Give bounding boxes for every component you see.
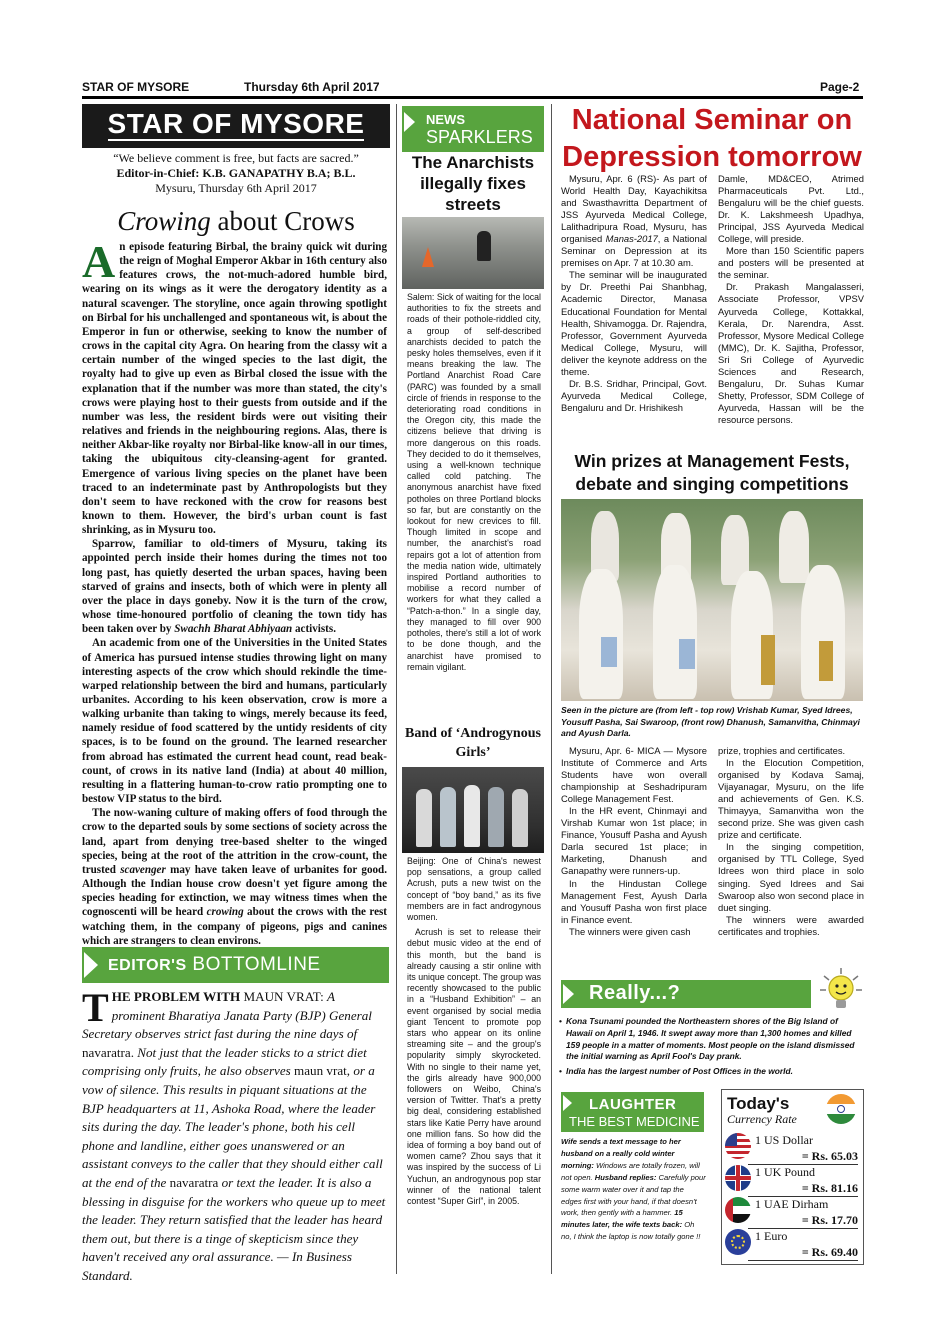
band-member: [416, 789, 432, 847]
joke-later-label: 15 minutes later, the wife texts back:: [561, 1208, 683, 1230]
header-rule: [82, 96, 863, 99]
worker-figure: [477, 231, 491, 261]
bottomline-lead2: MAUN VRAT:: [240, 989, 328, 1004]
prizes-col-2: [718, 745, 864, 938]
india-flag-icon: [826, 1094, 856, 1124]
prizes-p1: Mysuru, Apr. 6- MICA — Mysore Institute of Commerce and Arts Students have won overall championship at Seshadripuram College Management Fest.: [561, 745, 707, 805]
band-member: [464, 785, 480, 847]
really-banner: [561, 980, 811, 1008]
currency-rate-subtitle: Currency Rate: [727, 1112, 797, 1126]
seminar-p3: Dr. B.S. Sridhar, Principal, Govt. Ayurveda Medical College, Bengaluru and Dr. Hrishikesh: [561, 377, 707, 413]
joke-reply-label: Husband replies:: [594, 1172, 657, 1182]
lightbulb-icon: [818, 966, 864, 1012]
bottomline-em2: maun vrat,: [294, 1063, 351, 1079]
band-member: [512, 789, 528, 847]
seminar-p1: Mysuru, Apr. 6 (RS)- As part of World Health Day, Kayachikitsa and Swasthavritta Department of JSS Ayurveda Medical College, Lalithadripura Road, Mysuru, has organised: [561, 173, 707, 245]
laughter-label: LAUGHTER: [589, 1096, 677, 1113]
bottomline-body: [82, 985, 387, 1286]
prizes-p6: In the Elocution Competition, organised by Kodava Samaj, Vijayanagar, Mysuru, on the life and achievements of Gen. K.S. Thimayya, Samanvitha won the second prize. She was given cash prize and certificate.: [718, 757, 864, 841]
prizes-col-1: [561, 745, 707, 938]
joke-punchline: Oh no, I think the laptop is now totally gone !!: [561, 1220, 701, 1242]
seminar-col-1: [561, 173, 707, 414]
laughter-banner: [561, 1092, 704, 1132]
news-label: NEWS: [426, 112, 465, 127]
prizes-p3: In the Hindustan College Management Fest, Ayush Darla and Yousuff Pasha won first place in Finance event.: [561, 877, 707, 925]
sparklers-arrow-icon: [404, 112, 415, 132]
header-page: Page-2: [820, 80, 860, 94]
joke-line-2: Carefully pour some warm water over it and tap the edges first with your hand, if that doesn't work, then gently with a hammer.: [561, 1172, 706, 1218]
laughter-arrow-icon: [563, 1095, 572, 1111]
trophy-icon: [601, 637, 617, 667]
band-text-p1: Beijing: One of China's newest pop sensations, a group called Acrush, puts a new twist on the concept of “boy band,” as its five members are in fact androgynous women.: [407, 856, 541, 923]
bottomline-text-d: or text the leader. It is also a blessing in disguise for the workers who queue up to meet the leader. They return satisfied that the leader has heard them out, but there is a tinge of skepticism since they haven't received any oral assurance. — In Business Standard.: [82, 1174, 386, 1283]
seminar-p6: Dr. Prakash Mangalasseri, Associate Professor, VPSV Ayurveda College, Kottakkal, Kerala, Dr. Narendra, Asst. Professor, Mysore Medical College (MMC), Dr. K. Sajitha, Professor, Sri Sri College of Ayurvedic Sciences and Research, Bengaluru, Dr. Suhas Kumar Shetty, Professor, SDM College of Ayurveda, Hassan will be the resource persons.: [718, 281, 864, 425]
currency-name: 1 UK Pound: [755, 1165, 816, 1179]
seminar-p2: The seminar will be inaugurated by Dr. Preethi Pai Shanbhag, Academic Director, Manasa Educational Foundation for Mental Health, Shivamogga. Dr. Rajendra, Professor, Government Ayurveda Medical College, Mysuru, will deliver the keynote address on the theme.: [561, 269, 707, 377]
seminar-headline: National Seminar on Depression tomorrow: [562, 104, 862, 173]
editorial-p4-em2: crowing: [206, 906, 244, 919]
editorial-p4-end: about the crows with the rest watching them, in the company of pigeons, pigs and canines which are strangers to clean environs.: [82, 906, 387, 947]
joke-line-1: Windows are totally frozen, will not open.: [561, 1160, 700, 1182]
editorial-title: [82, 205, 390, 237]
prizes-p8: The winners were awarded certificates and trophies.: [718, 913, 864, 937]
seminar-p4: Damle, MD&CEO, Atrimed Pharmaceuticals Pvt. Ltd., Bengaluru will be the chief guests. Dr. K. Lakshmeesh Upadhya, Principal, JSS Ayurveda Medical College, will preside.: [718, 173, 864, 245]
anarchists-headline: The Anarchists illegally fixes streets: [411, 153, 535, 214]
band-member: [488, 787, 504, 847]
prizes-p4: The winners were given cash: [569, 925, 691, 937]
editorial-p2-em: Swachh Bharat Abhiyaan: [174, 623, 293, 636]
really-arrow-icon: [563, 984, 574, 1004]
band-body: [407, 856, 541, 1207]
student-figure: [653, 565, 697, 699]
anarchists-text: Salem: Sick of waiting for the local authorities to fix the streets and roads of their pothole-riddled city, a group of self-described anarchists decided to patch the pesky holes themselves, even if it means breaking the law. The Portland Anarchist Road Care (PARC) was founded by a small circle of friends in response to the deteriorating road conditions in the Oregon city, this made the citizens believe that driving is more dangerous on this roads. They decided to do it themselves, using a well-known technique called cold patching. The anonymous anarchist have fixed potholes on three Portland blocks so far, but are constantly on the lookout for new crevices to fill. Though limited in scope and number, the anarchist's road repairs got a lot of attention from the media nation wide, ultimately inspired Portland authorities to mobilise a record number of workers for what they called a “Patch-a-thon.” In a single day, they managed to fill over 900 potholes, there's still a lot of work to be done though, and the anarchist have promised to remain vigilant.: [407, 292, 541, 672]
editorial-p4-mid: may have taken leave of urbanites for good. Although the Indian house crow doesn't yet figure among the species heading for extinction, we may witness times when the cognoscenti will be heard: [82, 863, 388, 919]
really-facts: [559, 1016, 864, 1081]
dateline: Mysuru, Thursday 6th April 2017: [155, 181, 317, 195]
news-sparklers-banner: [402, 106, 544, 152]
currency-name: 1 US Dollar: [755, 1133, 813, 1147]
band-text-p2: Acrush is set to release their debut music video at the end of this month, but the band is already causing a stir online with its unique concept. The group was recently showcased to the public in a “Husband Exhibition” – an event organised by social media giant Tencent to promote pop stars who appear on its online streaming site – and the group's popularity simply skyrocketed. With no single to their name yet, the girls already have 900,000 followers on Weibo, China's version of Twitter. That's a pretty big deal, considering established stars like Katie Perry have around one million fans. So how did the idea of forming a boy band out of women came? Zhou says that it was inspired by the success of Li Yuchun, an androgynous pop star winner of the national talent contest “Super Girl”, in 2005.: [407, 927, 541, 1207]
joke-text: [561, 1136, 706, 1243]
masthead-banner: [82, 104, 390, 148]
traffic-cone-icon: [422, 247, 434, 267]
editorial-p3: An academic from one of the Universities in the United States of America has pursued intense studies throwing light on many interesting aspects of the crow which should rekindle the time-warped relationship between the bird and humans, particularly urbanites. According to his keen observation, crow is more a walking urbanite than taking to wings, merely because its feed, namely residue of food scattered by the untidy residents of city spaces, is to be found on the ground. The learned researcher from abroad has estimated the current head count, read beak-count, of crows in its native land (India) at about 40 million, resulting in a flattering human-to-crow ratio prompting one to bestow VIP status to the bird.: [82, 637, 387, 806]
joke-setup: Wife sends a text message to her husband on a really cold winter morning:: [561, 1137, 681, 1170]
bottomline-label-bold: EDITOR'S: [108, 957, 187, 974]
sparklers-label: SPARKLERS: [426, 127, 533, 147]
prizes-p7: In the singing competition, organised by TTL College, Syed Idrees won third place in solo singing. Syed Idrees and Sai Swaroop also won second place in duet singing.: [718, 841, 864, 913]
currency-value: = Rs. 81.16: [748, 1181, 858, 1197]
column-divider: [396, 104, 397, 1274]
editorial-p1: n episode featuring Birbal, the brainy quick wit during the reign of Moghal Emperor Akbar in 16th century also features crows, the not-much-adored humble bird, wearing on its wings as it were the derogatory identity as a natural scavenger. The storyline, once again throwing spotlight on Birbal for his unchallenged and spontaneous wit, is about the Emperor in fun or otherwise, seeking to know the number of crows in the capital city Agra. On hearing from the classy wit a certain number of the winged species to the last digit, the royalty had to give up even as Birbal closed the issue with the explanation that if the number was more than stated, the city's crows were playing host to their guests from outside and if the number was less, the resident birds were out visiting their relatives and friends in the neighbouring regions. Alas, there is neither Akbar-like royalty nor Birbal-like know-all in our times, taking the ubiquitous city-cleansing-agent for granted. Emergence of various living species on the planet have been traced to an indeterminate past by Anthropologists but they don't seem to have reckoned with the crow for reasons best known to them. However, the bird's urban count is fast shrinking, as in Mysuru too.: [82, 241, 387, 537]
currency-name: 1 Euro: [755, 1229, 788, 1243]
currency-name: 1 UAE Dirham: [755, 1197, 829, 1211]
prizes-group-photo: [561, 499, 863, 701]
column-divider: [551, 104, 552, 1274]
seminar-p5: More than 150 Scientific papers and posters will be presented at the seminar.: [718, 245, 864, 281]
anarchists-body: [407, 292, 541, 673]
student-figure: [579, 569, 623, 699]
seminar-event-name: Manas-2017: [605, 233, 658, 245]
motto: “We believe comment is free, but facts are sacred.”: [113, 151, 359, 165]
bottomline-dropcap: T: [82, 985, 109, 1030]
bottomline-arrow-icon: [84, 952, 98, 978]
bottomline-label: BOTTOMLINE: [186, 954, 321, 975]
prizes-headline: Win prizes at Management Fests, debate and singing competitions: [574, 451, 850, 494]
editorial-body: [82, 236, 388, 948]
editor-line: Editor-in-Chief: K.B. GANAPATHY B.A; B.L.: [116, 166, 356, 180]
bottomline-lead: HE PROBLEM WITH: [111, 989, 241, 1004]
currency-value: = Rs. 69.40: [748, 1245, 858, 1261]
band-photo: [402, 767, 544, 853]
bottomline-text-a: A prominent Bharatiya Janata Party (BJP) General Secretary observes strict fast during the nine days of: [82, 989, 372, 1042]
trophy-icon: [819, 641, 833, 681]
trophy-icon: [761, 635, 775, 685]
header-paper-name: STAR OF MYSORE: [82, 80, 190, 94]
bottomline-em1: navaratra.: [82, 1044, 134, 1060]
editorial-title-em: Crowing: [117, 206, 211, 236]
seminar-p1-end: , a National Seminar on Depression at its premises on Apr. 7 at 10.30 am.: [561, 233, 707, 269]
bottomline-text-c: or a vow of silence. This results in piquant situations at the BJP headquarters at 11, Ashoka Road, where the leader sits during the day. The leader's phone, both his cell phone and landline, either goes unanswered or an assistant conveys to the caller that they should either call at the end of the: [82, 1063, 383, 1190]
anarchists-photo: [402, 217, 544, 289]
best-medicine-label: THE BEST MEDICINE: [569, 1114, 700, 1129]
bottomline-em3: navaratra: [169, 1174, 219, 1190]
currency-value: = Rs. 17.70: [748, 1213, 858, 1229]
editorial-p2-end: activists.: [292, 623, 336, 636]
fact-item: • India has the largest number of Post Offices in the world.: [559, 1066, 864, 1078]
masthead-title: STAR OF MYSORE: [107, 108, 365, 139]
editorial-dropcap: A: [82, 236, 116, 287]
bottomline-text-b: Not just that the leader sticks to a strict diet comprising only fruits, he also observes: [82, 1044, 367, 1079]
editorial-p4: The now-waning culture of making offers of food through the crow to the departed souls by some sections of society across the land, apart from denying tree-based shelter to the winged species, being at the root of the attrition in the crow-count, the trusted: [82, 807, 387, 876]
prizes-caption: Seen in the picture are (from left - top row) Vrishab Kumar, Syed Idrees, Yousuff Pasha, Sai Swaroop, (front row) Dhanush, Samanvitha, Chinmayi and Ayush Darla.: [561, 705, 860, 739]
header-date: Thursday 6th April 2017: [244, 80, 380, 94]
band-headline: Band of ‘Androgynous Girls’: [405, 726, 541, 760]
trophy-icon: [679, 639, 695, 669]
band-member: [440, 787, 456, 847]
editorial-p4-em1: scavenger: [120, 863, 166, 876]
editorial-title-rest: about Crows: [210, 206, 355, 236]
prizes-p2: In the HR event, Chinmayi and Virshab Kumar won 1st place; in Finance, Yousuff Pasha and Ayush Darla secured 1st place; in Marketing, Dhanush and Ganapathy were runners-up.: [561, 805, 707, 877]
currency-rate-title: Today's: [727, 1094, 790, 1113]
editorial-p2: Sparrow, familiar to old-timers of Mysuru, taking its appointed perch inside their homes during the times not too long past, has quietly deserted the urban spaces, having been starved of grains and insects, both of which were in plenty all over the place in days goneby. Now it is the turn of the crow, whose time-honoured portfolio of cleaning the town tidy has been taken over by: [82, 538, 387, 636]
masthead-info: [82, 151, 390, 196]
currency-value: = Rs. 65.03: [748, 1149, 858, 1165]
really-label: Really...?: [589, 982, 681, 1004]
fact-item: • Kona Tsunami pounded the Northeastern shores of the Big Island of Hawaii on April 1, 1946. It swept away more than 1,300 homes and killed 159 people in a matter of moments. Most people on the island dismissed the initial warning as April Fool's Day prank.: [559, 1016, 864, 1063]
prizes-p5: prize, trophies and certificates.: [718, 745, 846, 756]
student-figure: [779, 511, 809, 583]
seminar-col-2: [718, 173, 864, 426]
bottomline-banner: [82, 947, 389, 983]
